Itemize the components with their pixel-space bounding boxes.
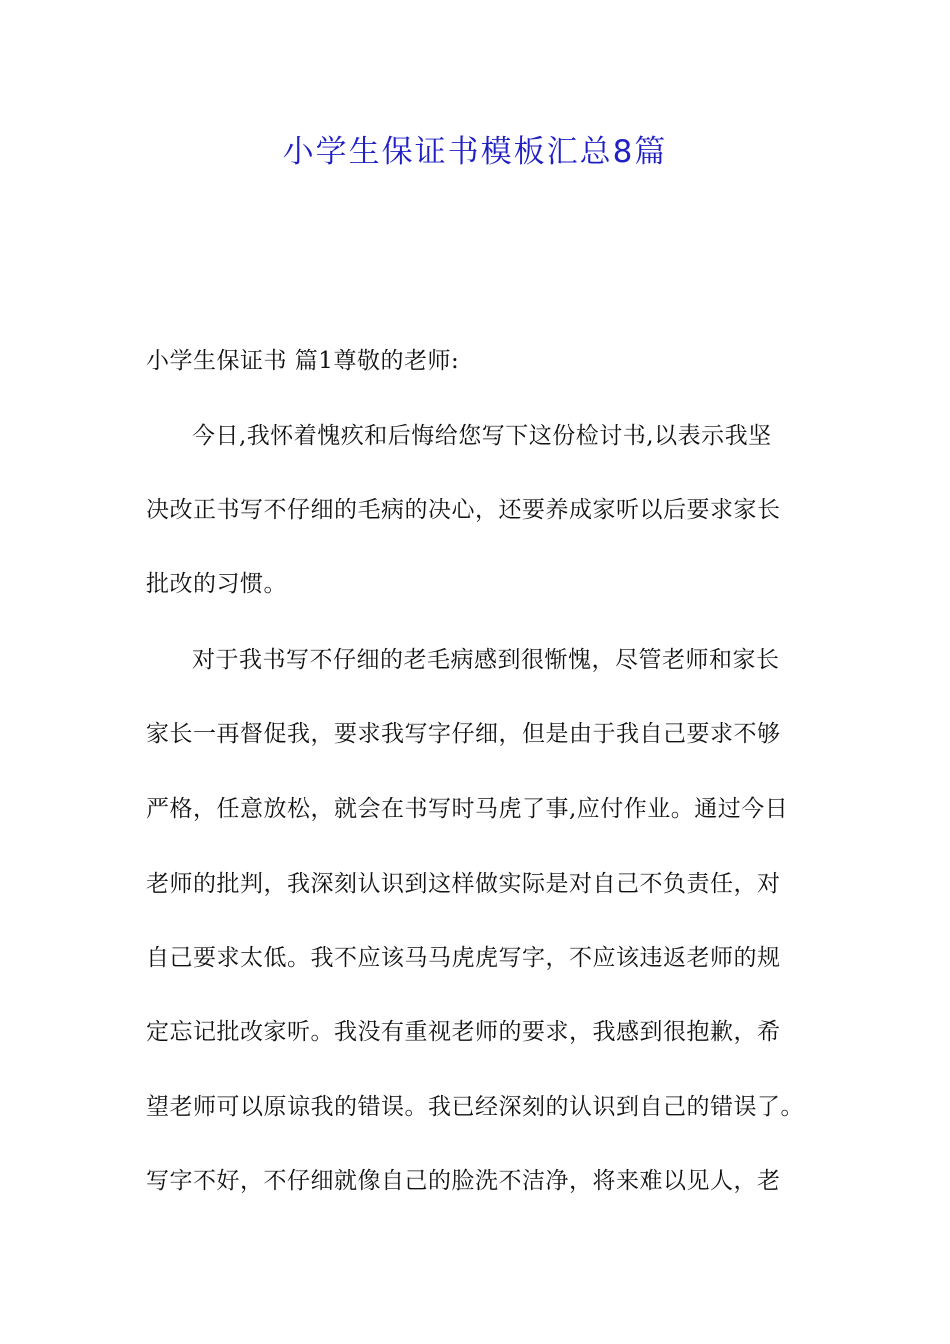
body-line: 今日,我怀着愧疚和后悔给您写下这份检讨书,以表示我坚 — [192, 423, 772, 449]
body-line: 定忘记批改家听。我没有重视老师的要求，我感到很抱歉，希 — [146, 1019, 781, 1045]
body-line: 望老师可以原谅我的错误。我已经深刻的认识到自己的错误了。 — [146, 1094, 804, 1120]
body-line: 写字不好，不仔细就像自己的脸洗不洁净，将来难以见人，老 — [146, 1168, 781, 1194]
salutation-line: 小学生保证书 篇1尊敬的老师: — [146, 348, 460, 374]
body-line: 决改正书写不仔细的毛病的决心，还要养成家听以后要求家长 — [146, 497, 781, 523]
body-line: 家长一再督促我，要求我写字仔细，但是由于我自己要求不够 — [146, 721, 781, 747]
body-line: 自己要求太低。我不应该马马虎虎写字，不应该违返老师的规 — [146, 945, 781, 971]
body-line: 批改的习惯。 — [146, 571, 287, 597]
body-line: 严格，任意放松，就会在书写时马虎了事,应付作业。通过今日 — [146, 796, 789, 822]
body-line: 对于我书写不仔细的老毛病感到很惭愧，尽管老师和家长 — [192, 647, 780, 673]
body-line: 老师的批判，我深刻认识到这样做实际是对自己不负责任，对 — [146, 871, 781, 897]
document-title: 小学生保证书模板汇总8篇 — [282, 134, 668, 170]
